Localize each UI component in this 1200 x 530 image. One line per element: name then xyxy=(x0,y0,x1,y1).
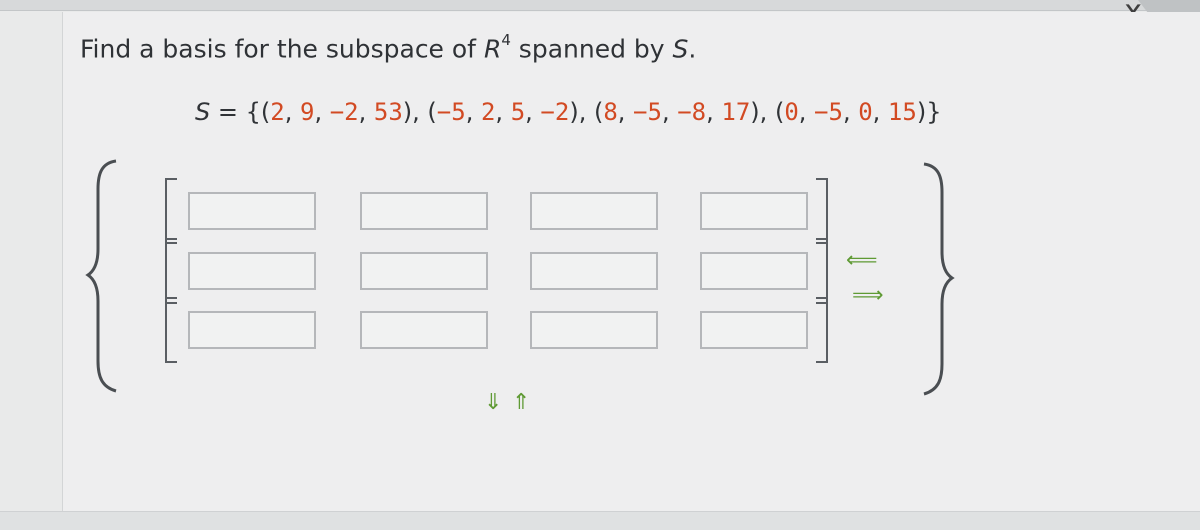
bottom-band xyxy=(0,511,1200,530)
set-equals: = xyxy=(210,98,246,126)
vector-comma: , xyxy=(661,98,678,126)
vector-comma: , xyxy=(284,98,300,126)
matrix-entry[interactable] xyxy=(362,313,486,347)
question-suffix: spanned by xyxy=(510,34,673,64)
vector-component: 15 xyxy=(887,98,917,126)
vector-component: −5 xyxy=(814,98,843,126)
row-bracket-left xyxy=(165,238,177,304)
matrix-entry[interactable] xyxy=(532,313,656,347)
top-border xyxy=(0,0,1200,11)
question-text xyxy=(80,31,697,64)
matrix-cell-input[interactable] xyxy=(530,311,658,349)
matrix-entry[interactable] xyxy=(702,254,806,288)
question-period: . xyxy=(688,34,697,64)
vector-comma: , xyxy=(314,98,330,126)
matrix-cell-input[interactable] xyxy=(360,311,488,349)
vector-component: 8 xyxy=(603,98,618,126)
set-close-brace: } xyxy=(926,98,942,126)
vector-comma: , xyxy=(617,98,634,126)
matrix-entry[interactable] xyxy=(702,313,806,347)
matrix-cell-input[interactable] xyxy=(700,311,808,349)
set-comma: , xyxy=(759,98,775,126)
set-comma: , xyxy=(578,98,594,126)
matrix-entry[interactable] xyxy=(190,194,314,228)
row-remove-arrow-icon[interactable]: ⟹ xyxy=(852,283,884,308)
set-lhs: S xyxy=(195,98,211,126)
vector-open-paren: ( xyxy=(774,98,785,126)
matrix-cell-input[interactable] xyxy=(530,192,658,230)
question-exponent: 4 xyxy=(501,31,511,49)
set-open-brace: { xyxy=(245,98,261,126)
question-space: R xyxy=(483,34,502,64)
vector-comma: , xyxy=(495,98,511,126)
set-comma: , xyxy=(412,98,428,126)
matrix-cell-input[interactable] xyxy=(188,252,316,290)
vector-component: 53 xyxy=(373,98,403,126)
matrix-entry[interactable] xyxy=(190,254,314,288)
set-left-brace xyxy=(84,155,126,395)
row-bracket-left xyxy=(165,178,177,244)
vector-component: 17 xyxy=(721,98,751,126)
vector-open-paren: ( xyxy=(260,98,271,126)
vector-component: 2 xyxy=(480,98,496,126)
col-down-arrow-icon[interactable]: ⇓ xyxy=(484,390,503,415)
vector-component: 0 xyxy=(784,98,799,126)
vector-open-paren: ( xyxy=(427,98,437,126)
col-up-arrow-icon[interactable]: ⇑ xyxy=(512,390,531,415)
row-add-arrow-icon[interactable]: ⟸ xyxy=(846,248,878,273)
vector-comma: , xyxy=(872,98,888,126)
set-right-brace xyxy=(914,158,956,398)
question-set-name: S xyxy=(672,34,689,64)
matrix-entry[interactable] xyxy=(362,194,486,228)
matrix-entry[interactable] xyxy=(190,313,314,347)
matrix-entry[interactable] xyxy=(362,254,486,288)
question-prefix: Find a basis for the subspace of xyxy=(80,34,484,64)
matrix-cell-input[interactable] xyxy=(700,252,808,290)
matrix-entry[interactable] xyxy=(702,194,806,228)
matrix-cell-input[interactable] xyxy=(360,252,488,290)
vector-component: −5 xyxy=(633,98,662,126)
row-bracket-left xyxy=(165,297,177,363)
vector-comma: , xyxy=(842,98,859,126)
matrix-cell-input[interactable] xyxy=(360,192,488,230)
row-bracket-right xyxy=(816,297,828,363)
matrix-cell-input[interactable] xyxy=(530,252,658,290)
vector-component: 9 xyxy=(299,98,315,126)
vector-component: 5 xyxy=(510,98,526,126)
matrix-entry[interactable] xyxy=(532,194,656,228)
vector-comma: , xyxy=(525,98,541,126)
vector-component: 2 xyxy=(270,98,285,126)
matrix-entry[interactable] xyxy=(532,254,656,288)
row-bracket-right xyxy=(816,178,828,244)
vector-close-paren: ) xyxy=(402,98,413,126)
vector-comma: , xyxy=(706,98,722,126)
vector-component: 0 xyxy=(858,98,873,126)
vector-component: −8 xyxy=(677,98,707,126)
vector-comma: , xyxy=(465,98,481,126)
vector-close-paren: ) xyxy=(750,98,760,126)
vector-open-paren: ( xyxy=(593,98,604,126)
vector-close-paren: ) xyxy=(569,98,579,126)
vector-close-paren: ) xyxy=(916,98,927,126)
matrix-cell-input[interactable] xyxy=(700,192,808,230)
vector-component: −2 xyxy=(540,98,570,126)
matrix-cell-input[interactable] xyxy=(188,311,316,349)
vector-comma: , xyxy=(358,98,374,126)
set-definition xyxy=(195,98,941,126)
vector-comma: , xyxy=(798,98,815,126)
vector-component: −5 xyxy=(436,98,466,126)
vector-component: −2 xyxy=(329,98,359,126)
matrix-cell-input[interactable] xyxy=(188,192,316,230)
row-bracket-right xyxy=(816,238,828,304)
